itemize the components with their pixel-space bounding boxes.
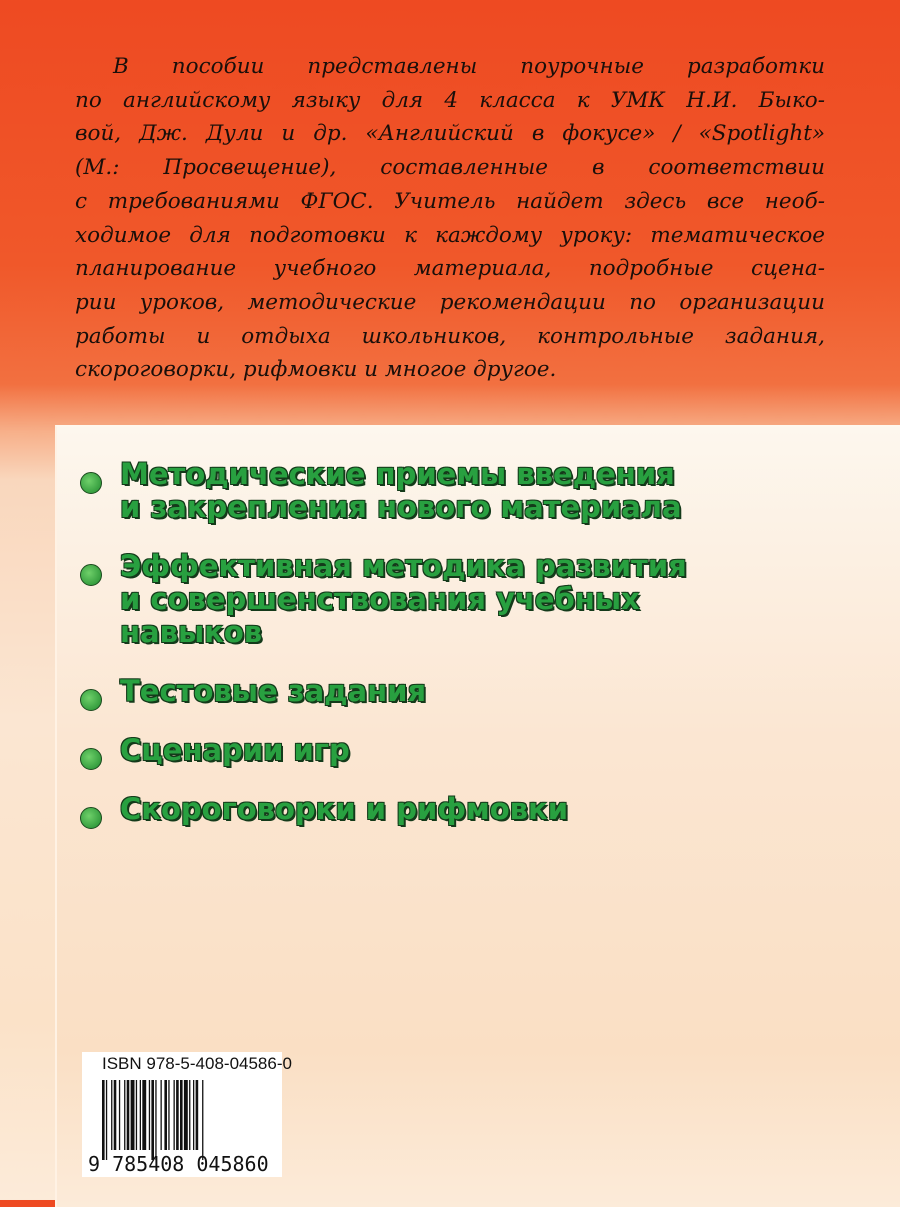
barcode-bar — [176, 1080, 179, 1150]
description-line: ходимое для подготовки к каждому уроку: тематическое — [75, 222, 825, 248]
barcode-bars — [102, 1080, 274, 1160]
barcode-bar — [164, 1080, 167, 1150]
feature-text: Тестовые задания — [120, 674, 427, 708]
feature-item — [80, 793, 687, 826]
description-line: работы и отдыха школьников, контрольные задания, — [75, 323, 825, 349]
barcode-bar — [174, 1080, 175, 1150]
barcode-bar — [168, 1080, 169, 1150]
ean-number: 9 785408 045860 — [88, 1152, 269, 1176]
feature-text: навыков — [120, 615, 263, 649]
barcode-bar — [140, 1080, 141, 1150]
barcode-bar — [161, 1080, 162, 1150]
barcode-bar — [119, 1080, 120, 1150]
description-line: по английскому языку для 4 класса к УМК Н.И. Быко- — [75, 87, 825, 113]
description-text — [75, 50, 825, 387]
bullet-dot-icon — [80, 807, 102, 829]
feature-text: Эффективная методика развития — [120, 549, 687, 583]
description-line: рии уроков, методические рекомендации по организации — [75, 289, 825, 315]
feature-list — [80, 458, 687, 852]
feature-text: Методические приемы введения — [120, 457, 675, 491]
description-line: скороговорки, рифмовки и многое другое. — [75, 357, 557, 383]
barcode-bar — [196, 1080, 199, 1150]
barcode-bar — [106, 1080, 107, 1160]
feature-item — [80, 675, 687, 708]
bullet-dot-icon — [80, 689, 102, 711]
description-line: (М.: Просвещение), составленные в соответствии — [75, 155, 825, 181]
feature-text: Сценарии игр — [120, 733, 350, 767]
barcode-bar — [193, 1080, 194, 1150]
barcode-bar — [142, 1080, 146, 1150]
barcode-bar — [114, 1080, 117, 1150]
isbn-label: ISBN 978-5-408-04586-0 — [102, 1054, 292, 1073]
bullet-dot-icon — [80, 748, 102, 770]
barcode-bar — [184, 1080, 188, 1150]
barcode-bar — [155, 1080, 156, 1160]
feature-text: Скороговорки и рифмовки — [120, 792, 569, 826]
bullet-dot-icon — [80, 472, 102, 494]
barcode-bar — [151, 1080, 154, 1160]
barcode-bar — [149, 1080, 150, 1150]
feature-item — [80, 458, 687, 524]
feature-item — [80, 734, 687, 767]
barcode-bar — [136, 1080, 137, 1150]
description-line: с требованиями ФГОС. Учитель найдет здесь все необ- — [75, 188, 825, 214]
barcode-bar — [124, 1080, 125, 1150]
feature-text: и совершенствования учебных — [120, 582, 640, 616]
feature-text: и закрепления нового материала — [120, 490, 682, 524]
feature-item — [80, 550, 687, 649]
description-line: вой, Дж. Дули и др. «Английский в фокусе» / «Spotlight» — [75, 121, 825, 147]
description-line: В пособии представлены поурочные разработки — [113, 54, 825, 79]
barcode-bar — [127, 1080, 130, 1150]
barcode-bar — [131, 1080, 135, 1150]
description-line: планирование учебного материала, подробные сцена- — [75, 256, 825, 282]
isbn-barcode — [82, 1052, 292, 1177]
barcode-bar — [189, 1080, 190, 1150]
barcode-bar — [102, 1080, 105, 1160]
barcode-bar — [111, 1080, 112, 1150]
barcode-bar — [180, 1080, 183, 1150]
barcode-bar — [202, 1080, 203, 1160]
bullet-dot-icon — [80, 564, 102, 586]
